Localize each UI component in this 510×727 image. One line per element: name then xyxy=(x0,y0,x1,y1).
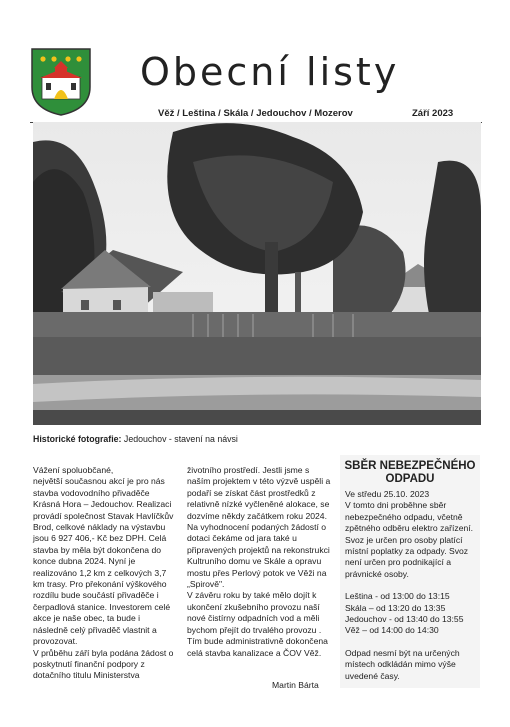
article-paragraph: největší současnou akcí je pro nás stavba vodovodního přivaděče Krásná Hora – Jedouchov. Realizaci provádí společnost Stavak Havlíčkův Brod, celkové náklady na výstavbu jsou 6 927 406,- Kč bez DPH. Celá stavba by měla být dokončena do konce dubna 2024. Nyní je realizováno 1,2 km z celkových 3,7 km trasy. Pro překonání výškového rozdílu bude součástí přivaděče i čerpadlová stanice. Investorem celé akce je naše obec, ta bude i následně celý přivaděč vlastnit a provozovat. xyxy=(33,476,174,647)
historical-photo xyxy=(33,122,481,425)
newsletter-title: Obecní listy xyxy=(140,50,400,94)
article-paragraph: V závěru roku by také mělo dojít k ukončení zkušebního provozu naší nové čistírny odpadních vod a měli bychom přejít do trvalého provozu . Tím bude administrativně dokončena celá stavba kanalizace a ČOV Věž. xyxy=(187,590,328,658)
caption-text: Jedouchov - stavení na návsi xyxy=(121,434,238,444)
photo-caption xyxy=(33,434,238,444)
hazardous-waste-notice xyxy=(340,455,480,688)
schedule-item: Skála – od 13:20 do 13:35 xyxy=(345,602,446,613)
notice-date: Ve středu 25.10. 2023 xyxy=(345,489,430,499)
notice-intro: V tomto dni proběhne sběr nebezpečného odpadu, včetně zpětného odběru elektro zařízení. Svoz je určen pro osoby platící místní poplatky za odpady. Svoz není určen pro podnikající a právnické osoby. xyxy=(345,500,474,579)
notice-title: SBĚR NEBEZPEČNÉHO ODPADU xyxy=(344,460,476,485)
author-signature: Martin Bárta xyxy=(272,680,319,690)
collection-schedule xyxy=(345,591,476,637)
issue-date: Září 2023 xyxy=(412,108,454,119)
schedule-item: Jedouchov - od 13:40 do 13:55 xyxy=(345,614,464,625)
notice-note: Odpad nesmí být na určených místech odkládán mimo výše uvedené časy. xyxy=(345,647,460,681)
municipal-crest-logo xyxy=(30,47,92,117)
article-paragraph: Na vyhodnocení podaných žádostí o dotaci čekáme od jara také u připravených projektů na rekonstrukci Kultruního domu ve Skále a opravu mostu přes Perlový potok ve Věži na „Spirově". xyxy=(187,522,330,590)
caption-label: Historické fotografie: xyxy=(33,434,122,444)
article-column-1 xyxy=(33,465,177,682)
greeting: Vážení spoluobčané, xyxy=(33,465,114,475)
article-column-2 xyxy=(187,465,335,659)
village-list: Věž / Leština / Skála / Jedouchov / Mozerov xyxy=(158,108,353,119)
schedule-item: Leština - od 13:00 do 13:15 xyxy=(345,591,450,602)
schedule-item: Věž – od 14:00 do 14:30 xyxy=(345,625,439,636)
article-paragraph: životního prostředí. Jestli jsme s naším projektem v této výzvě uspěli a podaří se získat část prostředků z relativně nízké vyčleněné alokace, se dozvíme někdy začátkem roku 2024. xyxy=(187,465,331,521)
article-paragraph: V průběhu září byla podána žádost o poskytnutí finanční podpory z dotačního titulu Ministerstva xyxy=(33,647,174,681)
